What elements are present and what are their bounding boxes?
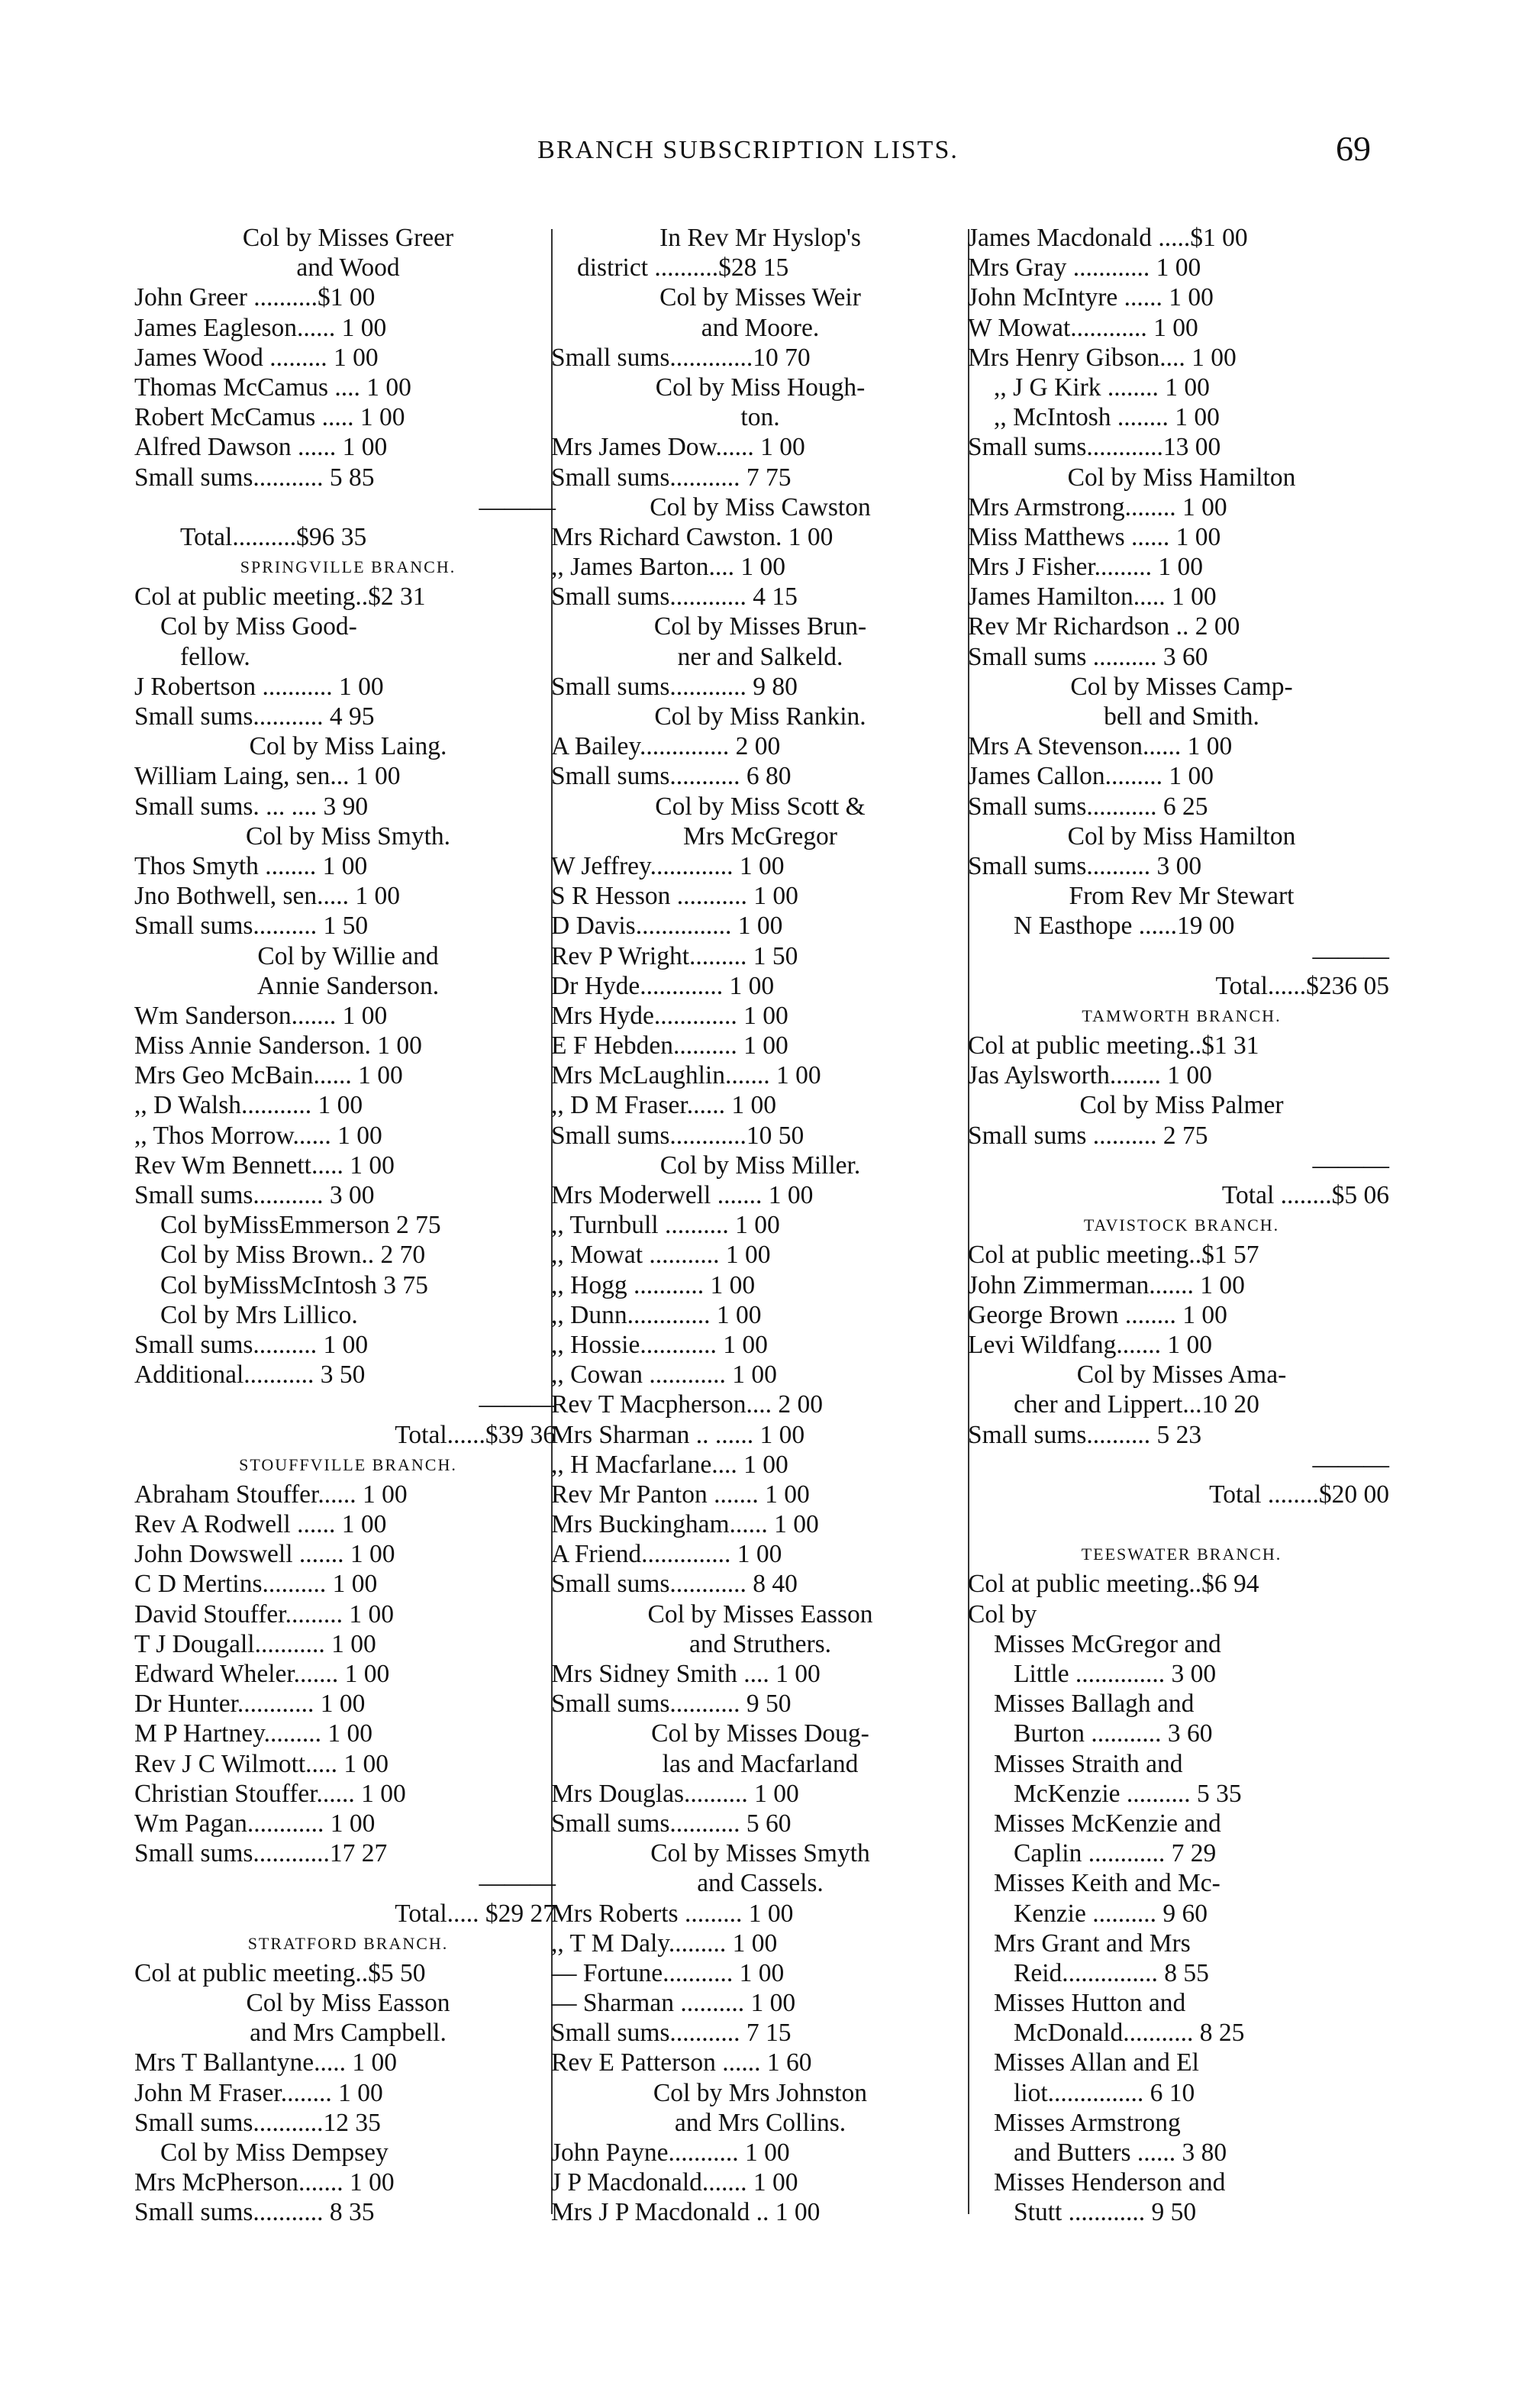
list-line: ,, D M Fraser...... 1 00 [551, 1091, 776, 1120]
list-line: ——— [479, 1390, 556, 1419]
list-line: Mrs Geo McBain...... 1 00 [134, 1061, 403, 1090]
list-line: John Dowswell ....... 1 00 [134, 1540, 395, 1569]
list-line: John Payne........... 1 00 [551, 2138, 790, 2167]
list-line: Col byMissEmmerson 2 75 [160, 1211, 441, 1240]
list-line: Mrs McLaughlin....... 1 00 [551, 1061, 821, 1090]
list-line: Col by Miss Miller. [659, 1151, 861, 1180]
list-line: James Hamilton..... 1 00 [968, 583, 1217, 612]
list-line: Small sums........... 4 95 [134, 702, 375, 731]
list-line: ——— [1312, 1450, 1389, 1479]
list-line: Col by Miss Easson [246, 1989, 450, 2018]
list-line: ,, Mowat ........... 1 00 [551, 1241, 771, 1270]
list-line: ——— [1312, 1151, 1389, 1180]
list-line: ,, Dunn............. 1 00 [551, 1300, 762, 1329]
list-line: Small sums .......... 2 75 [968, 1121, 1208, 1150]
list-line: Small sums.......... 1 50 [134, 912, 369, 941]
list-line: Misses Straith and [994, 1749, 1183, 1778]
list-line: Small sums........... 5 60 [551, 1809, 792, 1838]
list-line: Miss Matthews ...... 1 00 [968, 522, 1221, 551]
list-line: Mrs Douglas.......... 1 00 [551, 1779, 799, 1808]
list-line: Mrs James Dow...... 1 00 [551, 433, 805, 462]
list-line: Mrs Roberts ......... 1 00 [551, 1899, 794, 1928]
list-line: ——— [479, 1869, 556, 1898]
list-line: Levi Wildfang....... 1 00 [968, 1330, 1212, 1359]
list-line: Col by Mrs Johnston [653, 2078, 868, 2107]
list-line: James Eagleson...... 1 00 [134, 313, 387, 342]
list-line: Small sums............ 9 80 [551, 672, 798, 701]
list-line: James Wood ......... 1 00 [134, 343, 379, 372]
list-line: Col by Mrs Lillico. [160, 1300, 358, 1329]
list-line: ,, McIntosh ........ 1 00 [994, 403, 1220, 432]
list-line: Col by Misses Ama- [1076, 1361, 1287, 1390]
list-line: Reid............... 8 55 [1014, 1958, 1209, 1987]
list-line: Mrs Gray ............ 1 00 [968, 253, 1201, 282]
list-line: John M Fraser........ 1 00 [134, 2078, 383, 2107]
list-line: Small sums...........12 35 [134, 2108, 381, 2137]
list-line: Rev Mr Richardson .. 2 00 [968, 612, 1240, 641]
list-line: M P Hartney......... 1 00 [134, 1719, 373, 1748]
list-line: John McIntyre ...... 1 00 [968, 283, 1214, 312]
list-line: Mrs Buckingham...... 1 00 [551, 1510, 819, 1539]
list-line: Dr Hyde............. 1 00 [551, 971, 775, 1000]
branch-heading: TEESWATER BRANCH. [1081, 1545, 1282, 1564]
list-line: John Greer ..........$1 00 [134, 283, 376, 312]
list-line: ,, T M Daly......... 1 00 [551, 1929, 778, 1958]
list-line: Misses Allan and El [994, 2048, 1199, 2077]
list-line: Small sums............ 8 40 [551, 1570, 798, 1599]
list-line: Mrs J P Macdonald .. 1 00 [551, 2198, 821, 2227]
list-line: Rev P Wright......... 1 50 [551, 941, 798, 970]
list-line: Col by Misses Camp- [1070, 672, 1293, 701]
list-line: Misses Armstrong [994, 2108, 1181, 2137]
list-line: Mrs Sharman .. ...... 1 00 [551, 1420, 805, 1449]
branch-heading: TAMWORTH BRANCH. [1082, 1005, 1282, 1025]
list-line: Small sums............13 00 [968, 433, 1221, 462]
list-line: Small sums............ 4 15 [551, 583, 798, 612]
column-2 [551, 223, 969, 2228]
list-line: Rev Wm Bennett..... 1 00 [134, 1151, 395, 1180]
list-line: Small sums........... 8 35 [134, 2198, 375, 2227]
list-line: Alfred Dawson ...... 1 00 [134, 433, 388, 462]
list-line: — Fortune........... 1 00 [551, 1958, 785, 1987]
list-line: Jas Aylsworth........ 1 00 [968, 1061, 1212, 1090]
list-line: Miss Annie Sanderson. 1 00 [134, 1031, 422, 1060]
list-line: Misses Hutton and [994, 1989, 1186, 2018]
list-line: J Robertson ........... 1 00 [134, 672, 384, 701]
list-line: Wm Sanderson....... 1 00 [134, 1001, 388, 1030]
list-line: Small sums........... 6 80 [551, 762, 792, 791]
branch-heading: STOUFFVILLE BRANCH. [239, 1454, 457, 1474]
list-line: In Rev Mr Hyslop's [659, 224, 861, 252]
list-line: Col at public meeting..$2 31 [134, 583, 426, 612]
list-line: David Stouffer......... 1 00 [134, 1599, 394, 1628]
list-line: D Davis............... 1 00 [551, 912, 783, 941]
list-line: Small sums........... 7 15 [551, 2019, 792, 2048]
list-line: Thomas McCamus .... 1 00 [134, 373, 411, 402]
list-line: bell and Smith. [1104, 702, 1259, 731]
list-line: ton. [740, 403, 780, 432]
list-line: Mrs McGregor [683, 821, 837, 851]
list-line: ,, Hogg ........... 1 00 [551, 1270, 756, 1299]
column-1 [134, 223, 562, 2228]
list-line: W Jeffrey............. 1 00 [551, 851, 785, 880]
list-line: Mrs Sidney Smith .... 1 00 [551, 1660, 821, 1688]
list-line: C D Mertins.......... 1 00 [134, 1570, 378, 1599]
list-line: Misses Henderson and [994, 2168, 1226, 2197]
list-line: Total ........$5 06 [1221, 1181, 1389, 1209]
list-line: Col by Misses Smyth [650, 1839, 870, 1868]
list-line: Mrs Henry Gibson.... 1 00 [968, 343, 1237, 372]
list-line: Rev J C Wilmott..... 1 00 [134, 1749, 389, 1778]
list-line: and Wood [296, 253, 400, 282]
list-line: Thos Smyth ........ 1 00 [134, 851, 368, 880]
list-line: George Brown ........ 1 00 [968, 1300, 1227, 1329]
list-line: Small sums............10 50 [551, 1121, 805, 1150]
list-line: Col by Miss Scott & [655, 792, 866, 821]
list-line [968, 1509, 1395, 1539]
list-line: Col by Miss Hough- [655, 373, 866, 402]
list-line: and Struthers. [688, 1629, 832, 1658]
list-line: Total......$39 36 [395, 1420, 556, 1449]
list-line: Mrs Moderwell ....... 1 00 [551, 1181, 814, 1209]
list-line: Rev Mr Panton ....... 1 00 [551, 1480, 810, 1509]
list-line: Mrs McPherson....... 1 00 [134, 2168, 395, 2197]
list-line: Mrs Hyde............. 1 00 [551, 1001, 788, 1030]
list-line: Rev E Patterson ...... 1 60 [551, 2048, 812, 2077]
list-line: Robert McCamus ..... 1 00 [134, 403, 405, 432]
list-line: cher and Lippert...10 20 [1014, 1390, 1259, 1419]
list-line: Misses Keith and Mc- [994, 1869, 1221, 1898]
list-line: Col by Miss Hamilton [1067, 463, 1296, 492]
list-line: and Cassels. [697, 1869, 824, 1898]
list-line: Col by [968, 1599, 1037, 1628]
list-line: J P Macdonald....... 1 00 [551, 2168, 798, 2197]
list-line: ——— [1312, 941, 1389, 970]
list-line: ——— [479, 492, 556, 521]
list-line: and Mrs Campbell. [250, 2019, 447, 2048]
list-line: Small sums. ... .... 3 90 [134, 792, 369, 821]
list-line: ,, Turnbull .......... 1 00 [551, 1211, 780, 1240]
list-line: Misses McGregor and [994, 1629, 1221, 1658]
branch-heading: TAVISTOCK BRANCH. [1083, 1215, 1280, 1235]
list-line: ,, Cowan ............ 1 00 [551, 1361, 777, 1390]
list-line: Col by Misses Easson [647, 1599, 873, 1628]
list-line: McKenzie .......... 5 35 [1014, 1779, 1242, 1808]
list-line: James Macdonald .....$1 00 [968, 224, 1248, 252]
list-line: Caplin ............ 7 29 [1014, 1839, 1217, 1868]
list-line: district ..........$28 15 [577, 253, 789, 282]
list-line: A Bailey.............. 2 00 [551, 732, 781, 761]
list-line: Small sums........... 9 50 [551, 1690, 792, 1719]
list-line: Col byMissMcIntosh 3 75 [160, 1270, 428, 1299]
list-line: Col by Misses Weir [659, 283, 861, 312]
list-line: Wm Pagan............ 1 00 [134, 1809, 376, 1838]
list-line: Col by Miss Hamilton [1067, 821, 1296, 851]
list-line: Col by Miss Rankin. [654, 702, 866, 731]
list-line: Kenzie .......... 9 60 [1014, 1899, 1208, 1928]
list-line: N Easthope ......19 00 [1014, 912, 1235, 941]
list-line: Col at public meeting..$1 57 [968, 1241, 1259, 1270]
list-line: Jno Bothwell, sen..... 1 00 [134, 882, 401, 911]
list-line: Mrs J Fisher......... 1 00 [968, 553, 1204, 582]
list-line: Small sums.......... 5 23 [968, 1420, 1202, 1449]
list-line: Mrs T Ballantyne..... 1 00 [134, 2048, 397, 2077]
column-3 [968, 223, 1395, 2228]
list-line: Small sums........... 3 00 [134, 1181, 375, 1209]
list-line: Mrs Richard Cawston. 1 00 [551, 522, 834, 551]
branch-heading: STRATFORD BRANCH. [247, 1933, 449, 1953]
list-line: fellow. [180, 642, 250, 671]
list-line: Misses McKenzie and [994, 1809, 1221, 1838]
list-line: Small sums .......... 3 60 [968, 642, 1208, 671]
list-line: McDonald........... 8 25 [1014, 2019, 1245, 2048]
list-line: ,, H Macfarlane.... 1 00 [551, 1450, 788, 1479]
list-line: ,, Hossie............ 1 00 [551, 1330, 768, 1359]
list-line: Rev A Rodwell ...... 1 00 [134, 1510, 387, 1539]
list-line: Mrs A Stevenson...... 1 00 [968, 732, 1233, 761]
list-line: S R Hesson ........... 1 00 [551, 882, 798, 911]
list-line: William Laing, sen... 1 00 [134, 762, 401, 791]
list-line: Small sums........... 5 85 [134, 463, 375, 492]
list-line: Total ........$20 00 [1209, 1480, 1389, 1509]
list-line: Annie Sanderson. [256, 971, 440, 1000]
list-line: Mrs Grant and Mrs [994, 1929, 1191, 1958]
list-line: T J Dougall........... 1 00 [134, 1629, 376, 1658]
list-line: Col by Miss Brown.. 2 70 [160, 1241, 426, 1270]
list-line: Col by Miss Good- [160, 612, 357, 641]
list-line: liot............... 6 10 [1014, 2078, 1195, 2107]
list-line: ner and Salkeld. [677, 642, 843, 671]
list-line: Col at public meeting..$6 94 [968, 1570, 1259, 1599]
list-line: Col at public meeting..$5 50 [134, 1958, 426, 1987]
list-line: ,, D Walsh........... 1 00 [134, 1091, 363, 1120]
list-line: Total..... $29 27 [395, 1899, 556, 1928]
list-line: Burton ........... 3 60 [1014, 1719, 1213, 1748]
list-line: las and Macfarland [662, 1749, 859, 1778]
list-line: Col by Misses Brun- [653, 612, 867, 641]
list-line: and Moore. [701, 313, 820, 342]
list-line: Abraham Stouffer...... 1 00 [134, 1480, 408, 1509]
list-line: ,, J G Kirk ........ 1 00 [994, 373, 1210, 402]
list-line: and Mrs Collins. [674, 2108, 846, 2137]
list-line: Misses Ballagh and [994, 1690, 1195, 1719]
list-line: From Rev Mr Stewart [1069, 882, 1295, 911]
running-header: BRANCH SUBSCRIPTION LISTS. [537, 136, 959, 164]
list-line: Col by Willie and [257, 941, 439, 970]
list-line: Col by Miss Smyth. [245, 821, 451, 851]
list-line: Small sums.............10 70 [551, 343, 811, 372]
list-line: Small sums.......... 1 00 [134, 1330, 369, 1359]
list-line: Small sums........... 7 75 [551, 463, 792, 492]
list-line: Total..........$96 35 [180, 522, 367, 551]
list-line: Col by Miss Dempsey [160, 2138, 389, 2167]
list-line: and Butters ...... 3 80 [1014, 2138, 1227, 2167]
list-line: Col by Misses Greer [242, 224, 454, 252]
list-line: Col by Miss Palmer [1079, 1091, 1284, 1120]
list-line: Dr Hunter............ 1 00 [134, 1690, 366, 1719]
list-line: Small sums.......... 3 00 [968, 851, 1202, 880]
list-line: — Sharman .......... 1 00 [551, 1989, 796, 2018]
list-line: A Friend.............. 1 00 [551, 1540, 782, 1569]
list-line: Col by Miss Laing. [249, 732, 447, 761]
list-line: Rev T Macpherson.... 2 00 [551, 1390, 824, 1419]
list-line: John Zimmerman....... 1 00 [968, 1270, 1245, 1299]
list-line: Additional........... 3 50 [134, 1361, 366, 1390]
list-line: ,, James Barton.... 1 00 [551, 553, 786, 582]
list-line: Mrs Armstrong........ 1 00 [968, 492, 1227, 521]
list-line: E F Hebden.......... 1 00 [551, 1031, 788, 1060]
list-line: James Callon......... 1 00 [968, 762, 1214, 791]
list-line: W Mowat............ 1 00 [968, 313, 1198, 342]
branch-heading: SPRINGVILLE BRANCH. [240, 557, 456, 577]
list-line: Total......$236 05 [1215, 971, 1389, 1000]
list-line: Small sums............17 27 [134, 1839, 388, 1868]
list-line: Stutt ............ 9 50 [1014, 2198, 1197, 2227]
list-line: Edward Wheler....... 1 00 [134, 1660, 390, 1688]
list-line: Little .............. 3 00 [1014, 1660, 1217, 1688]
list-line: Col by Miss Cawston [650, 492, 871, 521]
list-line: Col by Misses Doug- [651, 1719, 869, 1748]
list-line: ,, Thos Morrow...... 1 00 [134, 1121, 382, 1150]
list-line: Col at public meeting..$1 31 [968, 1031, 1259, 1060]
list-line: Christian Stouffer...... 1 00 [134, 1779, 406, 1808]
page-number: 69 [1336, 129, 1371, 168]
list-line: Small sums........... 6 25 [968, 792, 1208, 821]
